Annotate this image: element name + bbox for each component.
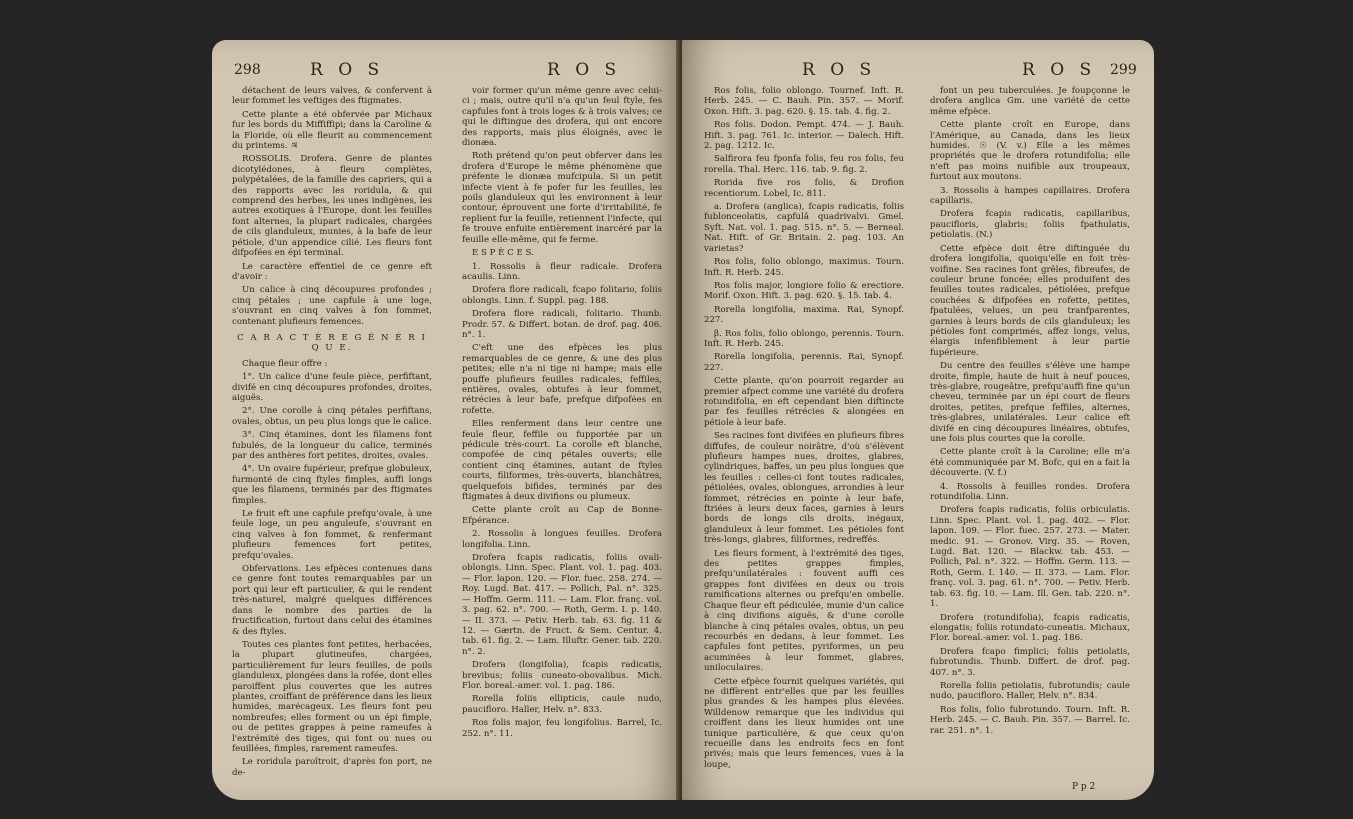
paragraph: Chaque fleur offre : bbox=[242, 358, 328, 369]
paragraph: Rorella longifolia, maxima. Rai, Synopf. 227. bbox=[704, 304, 904, 326]
paragraph: Cette efpèce fournit quelques variétés, qui ne diffèrent entr'elles que par les feuilles plus grandes & les hampes plus élevées. Willdenow remarque que les individus qui croiffent dans les lieux humides ont une tunique particulière, & que ceux qu'on recueille dans les endroits fecs en font privés; mais que leurs femences, vues à la loupe, bbox=[704, 676, 904, 770]
paragraph: font un peu tuberculées. Je foupçonne le drofera anglica Gm. une variété de cette même efpèce. bbox=[930, 86, 1130, 117]
paragraph: voir former qu'un même genre avec celui-ci ; mais, outre qu'il n'a qu'un feul ftyle, fes capfules font à trois loges & à trois valves; ce qui le diftingue des drofera, qui ont encore des rapports, mais plus éloignés, avec le dionæa. bbox=[462, 86, 662, 149]
paragraph: Drofera fcapis radicatis, capillaribus, paucifloris, glabris; foliis fpathulatis, petiolatis. (N.) bbox=[930, 209, 1130, 241]
paragraph: Ses racines font divifées en plufieurs fibres diffufes, de couleur noirâtre, d'où s'élèvent plufieurs hampes nues, droites, glabres, cylindriques, baffes, un peu plus longues que les feuilles : celles-ci font toutes radicales, pétiolées, ovales, oblongues, arrondies à leur fommet, rétrécies en pointe à leur bafe, ftriées à leurs deux faces, garnies à leurs bords de longs cils droits, inégaux, glanduleux à leur fommet. Les pétioles font très-longs, glabres, filiformes, redreffés. bbox=[704, 431, 904, 546]
text-column-left bbox=[704, 86, 904, 773]
paragraph: Rorella longifolia, perennis. Rai, Synopf. 227. bbox=[704, 352, 904, 373]
text-column-right bbox=[462, 86, 662, 742]
text-column-right bbox=[930, 86, 1130, 739]
running-head: R O S bbox=[310, 60, 385, 80]
paragraph: 1. Rossolis à fleur radicale. Drofera acaulis. Linn. bbox=[462, 261, 662, 282]
paragraph: détachent de leurs valves, & confervent à leur fommet les veftiges des ftigmates. bbox=[232, 86, 432, 107]
paragraph: Drofera fcapo fimplici; foliis petiolatis, fubrotundis. Thunb. Differt. de drof. pag. 407. n°. 3. bbox=[930, 646, 1130, 678]
paragraph: Rorida five ros folis, & Drofion recentiorum. Lobel, Ic. 811. bbox=[704, 178, 904, 199]
paragraph: Drofera fcapis radicatis, foliis ovali-oblongis. Linn. Spec. Plant. vol. 1. pag. 403. — Flor. lapon. 120. — Flor. fuec. 258. 274. — Roy. Lugd. Bat. 417. — Pollich, Pal. n°. 325. — Hoffm. Germ. 111. — Lam. Flor. franç. vol. 3. pag. 62. n°. 700. — Roth, Germ. I. p. 140. — II. 373. — Petiv. Herb. tab. 63. fig. 11 & 12. — Gærtn. de Fruct. & Sem. Centur. 4. tab. 61. fig. 2. — Lam. Illuftr. Gener. tab. 220. n°. 2. bbox=[462, 553, 662, 657]
paragraph: Elles renferment dans leur centre une feule fleur, feffile ou fupportée par un pédicule très-court. La corolle eft blanche, compofée de cinq pétales ouverts; elle contient cinq étamines, autant de ftyles courts, filiformes, très-ouverts, blanchâtres, quelquefois bifides, terminés par des ftigmates à deux divifions ou plumeux. bbox=[462, 419, 662, 503]
paragraph: Roth prétend qu'on peut obferver dans les drofera d'Europe le même phénomène que préfente le dionæa mufcipula. Si un petit infecte vient à fe pofer fur les feuilles, les poils glanduleux qui les environnent à leur contour, éprouvent une forte d'irritabilité, fe replient fur la feuille, retiennent l'infecte, qui fe trouve enfuite entièrement inarcéré par la feuille elle-même, qui fe ferme. bbox=[462, 151, 662, 245]
running-head: R O S bbox=[802, 60, 877, 80]
text-column-left bbox=[232, 86, 432, 781]
paragraph: 1°. Un calice d'une feule pièce, perfiftant, divifé en cinq découpures profondes, droites, aiguës. bbox=[232, 372, 432, 403]
paragraph: C A R A C T È R E G É N É R I Q U E. bbox=[237, 332, 427, 354]
page-number: 299 bbox=[1110, 62, 1137, 78]
paragraph: Drofera fcapis radicatis, foliis orbiculatis. Linn. Spec. Plant. vol. 1. pag. 402. — Flor. lapon. 109. — Flor. fuec. 257. 273. — Mater. medic. 91. — Gronov. Virg. 35. — Roven, Lugd. Bat. 120. — Blackw. tab. 453. — Pollich, Pal. n°. 322. — Hoffm. Germ. 113. — Roth, Germ. I. 140. — II. 373. — Lam. Flor. franç. vol. 3. pag. 61. n°. 700. — Petiv. Herb. tab. 63. fig. 10. — Lam. Ill. Gen. tab. 220. n°. 1. bbox=[930, 505, 1130, 610]
paragraph: Obfervations. Les efpèces contenues dans ce genre font toutes remarquables par un port qui leur eft particulier, & qui le rendent très-naturel, malgré quelques différences dans le nombre des parties de la fructification, furtout dans celui des étamines & des ftyles. bbox=[232, 564, 432, 637]
paragraph: Le roridula paroîtroit, d'après fon port, ne de- bbox=[232, 757, 432, 778]
paragraph: Drofera flore radicali, folitario. Thunb. Prodr. 57. & Differt. botan. de drof. pag. 406. n°. 1. bbox=[462, 309, 662, 340]
paragraph: ROSSOLIS. Drofera. Genre de plantes dicotylédones, à fleurs complètes, polypétalées, de la famille des capriers, qui a des rapports avec les roridula, & qui comprend des herbes, les unes indigènes, les autres exotiques à l'Europe, dont les feuilles font alternes, la plupart radicales, chargées de cils glanduleux, munies, à la bafe de leur pétiole, d'un appendice cilié. Les fleurs font difpofées en épi terminal. bbox=[232, 154, 432, 259]
paragraph: Cette plante a été obfervée par Michaux fur les bords du Miffiffipi; dans la Caroline & la Floride, où elle fleurit au commencement du printems. ♃ bbox=[232, 109, 432, 152]
paragraph: Rorella foliis ellipticis, caule nudo, paucifloro. Haller, Helv. n°. 833. bbox=[462, 694, 662, 715]
column-head: R O S bbox=[1022, 60, 1097, 80]
paragraph: Un calice à cinq découpures profondes ; cinq pétales ; une capfule à une loge, s'ouvrant en cinq valves à fon fommet, contenant plufieurs femences. bbox=[232, 285, 432, 327]
paragraph: Du centre des feuilles s'élève une hampe droite, fimple, haute de huit à neuf pouces, très-glabre, rougeâtre, prefqu'auffi fine qu'un cheveu, terminée par un épi court de fleurs droites, petites, prefque feffiles, alternes, très-glabres, unilatérales. Leur calice eft divifé en cinq découpures linéaires, obtufes, une fois plus courtes que la corolle. bbox=[930, 361, 1130, 444]
left-page bbox=[212, 40, 680, 800]
paragraph: Ros folis major, feu longifolius. Barrel, Ic. 252. n°. 11. bbox=[462, 718, 662, 739]
paragraph: 4. Rossolis à feuilles rondes. Drofera rotundifolia. Linn. bbox=[930, 481, 1130, 503]
paragraph: Les fleurs forment, à l'extrémité des tiges, des petites grappes fimples, prefqu'unilatérales : fouvent auffi ces grappes font divifées en deux ou trois ramifications alternes ou prefqu'en ombelle. Chaque fleur eft pédiculée, munie d'un calice à cinq divifions aiguës, & d'une corolle blanche à cinq pétales ovales, obtus, un peu recourbés en dedans, à leur fommet. Les capfules font petites, pyriformes, un peu acuminées à leur fommet, glabres, uniloculaires. bbox=[704, 548, 904, 674]
paragraph: 4°. Un ovaire fupérieur, prefque globuleux, furmonté de cinq ftyles fimples, auffi longs que les filamens, terminés par des ftigmates fimples. bbox=[232, 464, 432, 506]
paragraph: Drofera (rotundifolia), fcapis radicatis, elongatis; foliis rotundato-cuneatis. Michaux, Flor. boreal.-amer. vol. 1. pag. 186. bbox=[930, 612, 1130, 644]
paragraph: 2°. Une corolle à cinq pétales perfiftans, ovales, obtus, un peu plus longs que le calice. bbox=[232, 406, 432, 427]
paragraph: Drofera flore radicali, fcapo folitario, foliis oblongis. Linn. f. Suppl. pag. 188. bbox=[462, 285, 662, 306]
paragraph: Ros folis, folio fubrotundo. Tourn. Inft. R. Herb. 245. — C. Bauh. Pin. 357. — Barrel. Ic. rar. 251. n°. 1. bbox=[930, 704, 1130, 736]
paragraph: Cette efpèce doit être diftinguée du drofera longifolia, quoiqu'elle en foit très-voifine. Ses racines font grêles, fibreufes, de couleur brune foncée; elles produifent des feuilles toutes radicales, pétiolées, prefque couchées & difpofées en rofette, petites, fpatulées, velues, un peu tranfparentes, garnies à leurs bords de cils glanduleux; les pétioles font comprimés, affez longs, velus, élargis infenfiblement à leur partie fupérieure. bbox=[930, 243, 1130, 358]
paragraph: Le caractère effentiel de ce genre eft d'avoir : bbox=[232, 261, 432, 282]
right-page bbox=[682, 40, 1154, 800]
paragraph: Ros folis, folio oblongo, maximus. Tourn. Inft. R. Herb. 245. bbox=[704, 257, 904, 278]
paragraph: 3°. Cinq étamines, dont les filamens font fubulés, de la longueur du calice, terminés par des anthères fort petites, droites, ovales. bbox=[232, 430, 432, 461]
paragraph: a. Drofera (anglica), fcapis radicatis, foliis fublonceolatis, capfulâ quadrivalvi. Gmel. Syft. Nat. vol. 1. pag. 515. n°. 5. — Berneal. Nat. Hift. of Gr. Britain. 2. pag. 103. An varietas? bbox=[704, 202, 904, 254]
paragraph: Cette plante, qu'on pourroit regarder au premier afpect comme une variété du drofera rotundifolia, en eft cependant bien diftincte par fes feuilles rétrécies & alongées en pétiole à leur bafe. bbox=[704, 376, 904, 428]
signature-mark: P p 2 bbox=[1072, 782, 1096, 792]
paragraph: C'eft une des efpèces les plus remarquables de ce genre, & une des plus petites; elle n'a ni tige ni hampe; mais elle pouffe plufieurs feuilles radicales, feffiles, entières, ovales, obtufes à leur fommet, rétrécies à leur bafe, prefque difpofées en rofette. bbox=[462, 343, 662, 416]
paragraph: E S P È C E S. bbox=[472, 248, 534, 259]
paragraph: Cette plante croît à la Caroline; elle m'a été communiquée par M. Bofc, qui en a fait la découverte. (V. f.) bbox=[930, 447, 1130, 479]
paragraph: Drofera (longifolia), fcapis radicatis, brevibus; foliis cuneato-obovalibus. Mich. Flor. boreal.-amer. vol. 1. pag. 186. bbox=[462, 660, 662, 691]
paragraph: Le fruit eft une capfule prefqu'ovale, à une feule loge, un peu anguleufe, s'ouvrant en cinq valves à fon fommet, & renfermant plufieurs femences fort petites, prefqu'ovales. bbox=[232, 509, 432, 561]
paragraph: β. Ros folis, folio oblongo, perennis. Tourn. Inft. R. Herb. 245. bbox=[704, 328, 904, 349]
paragraph: Cette plante croît en Europe, dans l'Amérique, au Canada, dans les lieux humides. ☉ (V. v.) Elle a les mêmes propriétés que le drofera rotundifolia; elle n'eft pas moins nuifible aux troupeaux, furtout aux moutons. bbox=[930, 120, 1130, 183]
paragraph: Ros folis. Dodon. Pempt. 474. — J. Bauh. Hift. 3. pag. 761. Ic. interior. — Dalech. Hift. 2. pag. 1212. Ic. bbox=[704, 120, 904, 152]
page-number: 298 bbox=[234, 62, 261, 78]
paragraph: Cette plante croît au Cap de Bonne-Efpérance. bbox=[462, 505, 662, 526]
paragraph: 2. Rossolis à longues feuilles. Drofera longifolia. Linn. bbox=[462, 529, 662, 550]
paragraph: Ros folis, folio oblongo. Tournef. Inft. R. Herb. 245. — C. Bauh. Pin. 357. — Morif. Oxon. Hift. 3. pag. 620. §. 15. tab. 4. fig. 2. bbox=[704, 86, 904, 117]
paragraph: 3. Rossolis à hampes capillaires. Drofera capillaris. bbox=[930, 185, 1130, 207]
paragraph: Toutes ces plantes font petites, herbacées, la plupart glutineufes, chargées, particulièrement fur leurs feuilles, de poils glanduleux, plongées dans la rofée, dont elles paroiffent plus couvertes que les autres plantes, croiffant de préférence dans les lieux humides, marécageux. Les fleurs font peu nombreufes; elles forment ou un épi fimple, ou de petites grappes à peine rameufes à l'extrémité des tiges, qui font ou nues ou feuillées, fimples, rarement rameufes. bbox=[232, 639, 432, 754]
paragraph: Rorella foliis petiolatis, fubrotundis; caule nudo, paucifloro. Haller, Helv. n°. 834. bbox=[930, 680, 1130, 702]
paragraph: Ros folis major, longiore folio & erectiore. Morif. Oxon. Hift. 3. pag. 620. §. 15. tab. 4. bbox=[704, 280, 904, 302]
column-head: R O S bbox=[547, 60, 622, 80]
paragraph: Salfirora feu fponfa folis, feu ros folis, feu rorella. Thal. Herc. 116. tab. 9. fig. 2. bbox=[704, 154, 904, 175]
